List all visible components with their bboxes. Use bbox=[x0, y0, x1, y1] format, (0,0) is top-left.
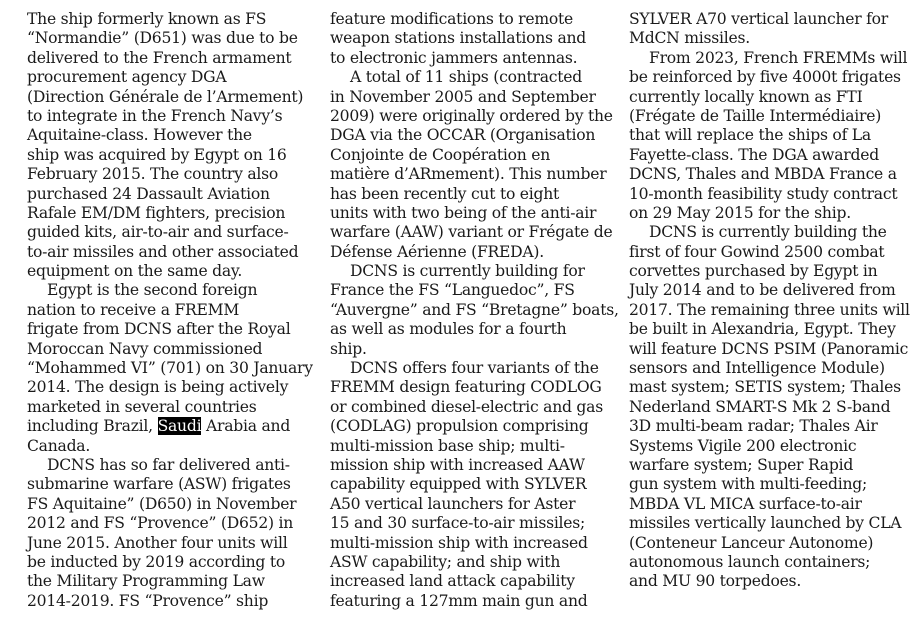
text-segment: Arabia and bbox=[201, 417, 291, 436]
highlighted-word[interactable]: Saudi bbox=[157, 417, 202, 436]
text-line: will feature DCNS PSIM (Panoramic bbox=[629, 339, 909, 358]
text-line: 2014. The design is being actively bbox=[27, 378, 289, 397]
text-line: featuring a 127mm main gun and bbox=[330, 591, 588, 610]
text-line: Rafale EM/DM fighters, precision bbox=[27, 203, 286, 222]
text-line: delivered to the French armament bbox=[27, 48, 292, 67]
text-line: mission ship with increased AAW bbox=[330, 455, 585, 474]
text-line: the Military Programming Law bbox=[27, 572, 265, 591]
text-line: DCNS offers four variants of the bbox=[350, 359, 599, 378]
text-line: warfare system; Super Rapid bbox=[629, 455, 854, 474]
text-line: equipment on the same day. bbox=[27, 262, 243, 281]
text-line: (CODLAG) propulsion comprising bbox=[330, 417, 589, 436]
text-line: be built in Alexandria, Egypt. They bbox=[629, 320, 896, 339]
text-line: Défense Aérienne (FREDA). bbox=[330, 242, 544, 261]
text-line: Canada. bbox=[27, 436, 91, 455]
text-line: DCNS is currently building for bbox=[350, 262, 585, 281]
text-line: marketed in several countries bbox=[27, 397, 257, 416]
text-line: has been recently cut to eight bbox=[330, 184, 560, 203]
text-line: mast system; SETIS system; Thales bbox=[629, 378, 901, 397]
text-line: procurement agency DGA bbox=[27, 68, 227, 87]
text-line: capability equipped with SYLVER bbox=[330, 475, 587, 494]
text-line: MdCN missiles. bbox=[629, 29, 750, 48]
text-line: FREMM design featuring CODLOG bbox=[330, 378, 602, 397]
text-line: ship was acquired by Egypt on 16 bbox=[27, 145, 287, 164]
text-line: (Direction Générale de l’Armement) bbox=[27, 87, 304, 106]
text-line: DCNS has so far delivered anti- bbox=[47, 455, 290, 474]
text-line: SYLVER A70 vertical launcher for bbox=[629, 10, 889, 28]
text-line: From 2023, French FREMMs will bbox=[649, 48, 908, 67]
text-column-3 bbox=[629, 10, 913, 592]
text-line: be inducted by 2019 according to bbox=[27, 552, 285, 571]
text-line: Fayette-class. The DGA awarded bbox=[629, 145, 879, 164]
text-line: first of four Gowind 2500 combat bbox=[629, 242, 885, 261]
text-line: Moroccan Navy commissioned bbox=[27, 339, 263, 358]
text-line: Systems Vigile 200 electronic bbox=[629, 436, 857, 455]
text-line: be reinforced by five 4000t frigates bbox=[629, 68, 901, 87]
text-line: warfare (AAW) variant or Frégate de bbox=[330, 223, 613, 242]
text-line: that will replace the ships of La bbox=[629, 126, 871, 145]
text-line: multi-mission base ship; multi- bbox=[330, 436, 565, 455]
text-line: (Conteneur Lanceur Autonome) bbox=[629, 533, 874, 552]
text-line: autonomous launch containers; bbox=[629, 552, 871, 571]
text-line: increased land attack capability bbox=[330, 572, 575, 591]
text-line: multi-mission ship with increased bbox=[330, 533, 588, 552]
text-line: 3D multi-beam radar; Thales Air bbox=[629, 417, 878, 436]
text-column-1 bbox=[27, 10, 323, 611]
text-line: The ship formerly known as FS bbox=[27, 10, 267, 28]
text-line: Aquitaine-class. However the bbox=[27, 126, 252, 145]
text-column-2 bbox=[330, 10, 622, 611]
text-line: to electronic jammers antennas. bbox=[330, 48, 578, 67]
text-line: “Auvergne” and FS “Bretagne” boats, bbox=[330, 300, 619, 319]
text-line: 2017. The remaining three units will bbox=[629, 300, 910, 319]
text-line: corvettes purchased by Egypt in bbox=[629, 262, 878, 281]
text-line: (Frégate de Taille Intermédiaire) bbox=[629, 106, 882, 125]
text-line: ship. bbox=[330, 339, 367, 358]
text-line: June 2015. Another four units will bbox=[27, 533, 288, 552]
text-line: February 2015. The country also bbox=[27, 165, 279, 184]
text-line: units with two being of the anti-air bbox=[330, 203, 597, 222]
text-line: “Normandie” (D651) was due to be bbox=[27, 29, 298, 48]
text-line: in November 2005 and September bbox=[330, 87, 596, 106]
text-line: gun system with multi-feeding; bbox=[629, 475, 867, 494]
text-line: A50 vertical launchers for Aster bbox=[330, 494, 576, 513]
text-line: July 2014 and to be delivered from bbox=[629, 281, 896, 300]
text-line bbox=[27, 417, 323, 436]
text-line: Conjointe de Coopération en bbox=[330, 145, 551, 164]
text-line: feature modifications to remote bbox=[330, 10, 574, 28]
text-line: frigate from DCNS after the Royal bbox=[27, 320, 291, 339]
text-line: DCNS, Thales and MBDA France a bbox=[629, 165, 897, 184]
text-line: nation to receive a FREMM bbox=[27, 300, 240, 319]
text-line: or combined diesel-electric and gas bbox=[330, 397, 603, 416]
text-line: guided kits, air-to-air and surface- bbox=[27, 223, 289, 242]
text-line: Egypt is the second foreign bbox=[47, 281, 258, 300]
text-line: France the FS “Languedoc”, FS bbox=[330, 281, 575, 300]
text-line: and MU 90 torpedoes. bbox=[629, 572, 802, 591]
text-line: purchased 24 Dassault Aviation bbox=[27, 184, 270, 203]
text-line: as well as modules for a fourth bbox=[330, 320, 567, 339]
text-line: A total of 11 ships (contracted bbox=[350, 68, 582, 87]
text-line: ASW capability; and ship with bbox=[330, 552, 561, 571]
text-line: on 29 May 2015 for the ship. bbox=[629, 203, 851, 222]
text-line: 15 and 30 surface-to-air missiles; bbox=[330, 514, 586, 533]
text-line: missiles vertically launched by CLA bbox=[629, 514, 902, 533]
text-segment: including Brazil, bbox=[27, 417, 158, 436]
text-line: MBDA VL MICA surface-to-air bbox=[629, 494, 862, 513]
text-line: to integrate in the French Navy’s bbox=[27, 106, 283, 125]
text-line: DGA via the OCCAR (Organisation bbox=[330, 126, 596, 145]
text-line: to-air missiles and other associated bbox=[27, 242, 299, 261]
text-line: matière d’ARmement). This number bbox=[330, 165, 607, 184]
text-line: currently locally known as FTI bbox=[629, 87, 863, 106]
text-line: FS Aquitaine” (D650) in November bbox=[27, 494, 297, 513]
text-line: submarine warfare (ASW) frigates bbox=[27, 475, 291, 494]
text-line: 2009) were originally ordered by the bbox=[330, 106, 613, 125]
text-line: Nederland SMART-S Mk 2 S-band bbox=[629, 397, 891, 416]
text-line: DCNS is currently building the bbox=[649, 223, 887, 242]
text-line: sensors and Intelligence Module) bbox=[629, 359, 885, 378]
text-line: 10-month feasibility study contract bbox=[629, 184, 898, 203]
text-line: weapon stations installations and bbox=[330, 29, 587, 48]
text-line: 2012 and FS “Provence” (D652) in bbox=[27, 514, 294, 533]
text-line: “Mohammed VI” (701) on 30 January bbox=[27, 359, 313, 378]
text-line: 2014-2019. FS “Provence” ship bbox=[27, 591, 269, 610]
